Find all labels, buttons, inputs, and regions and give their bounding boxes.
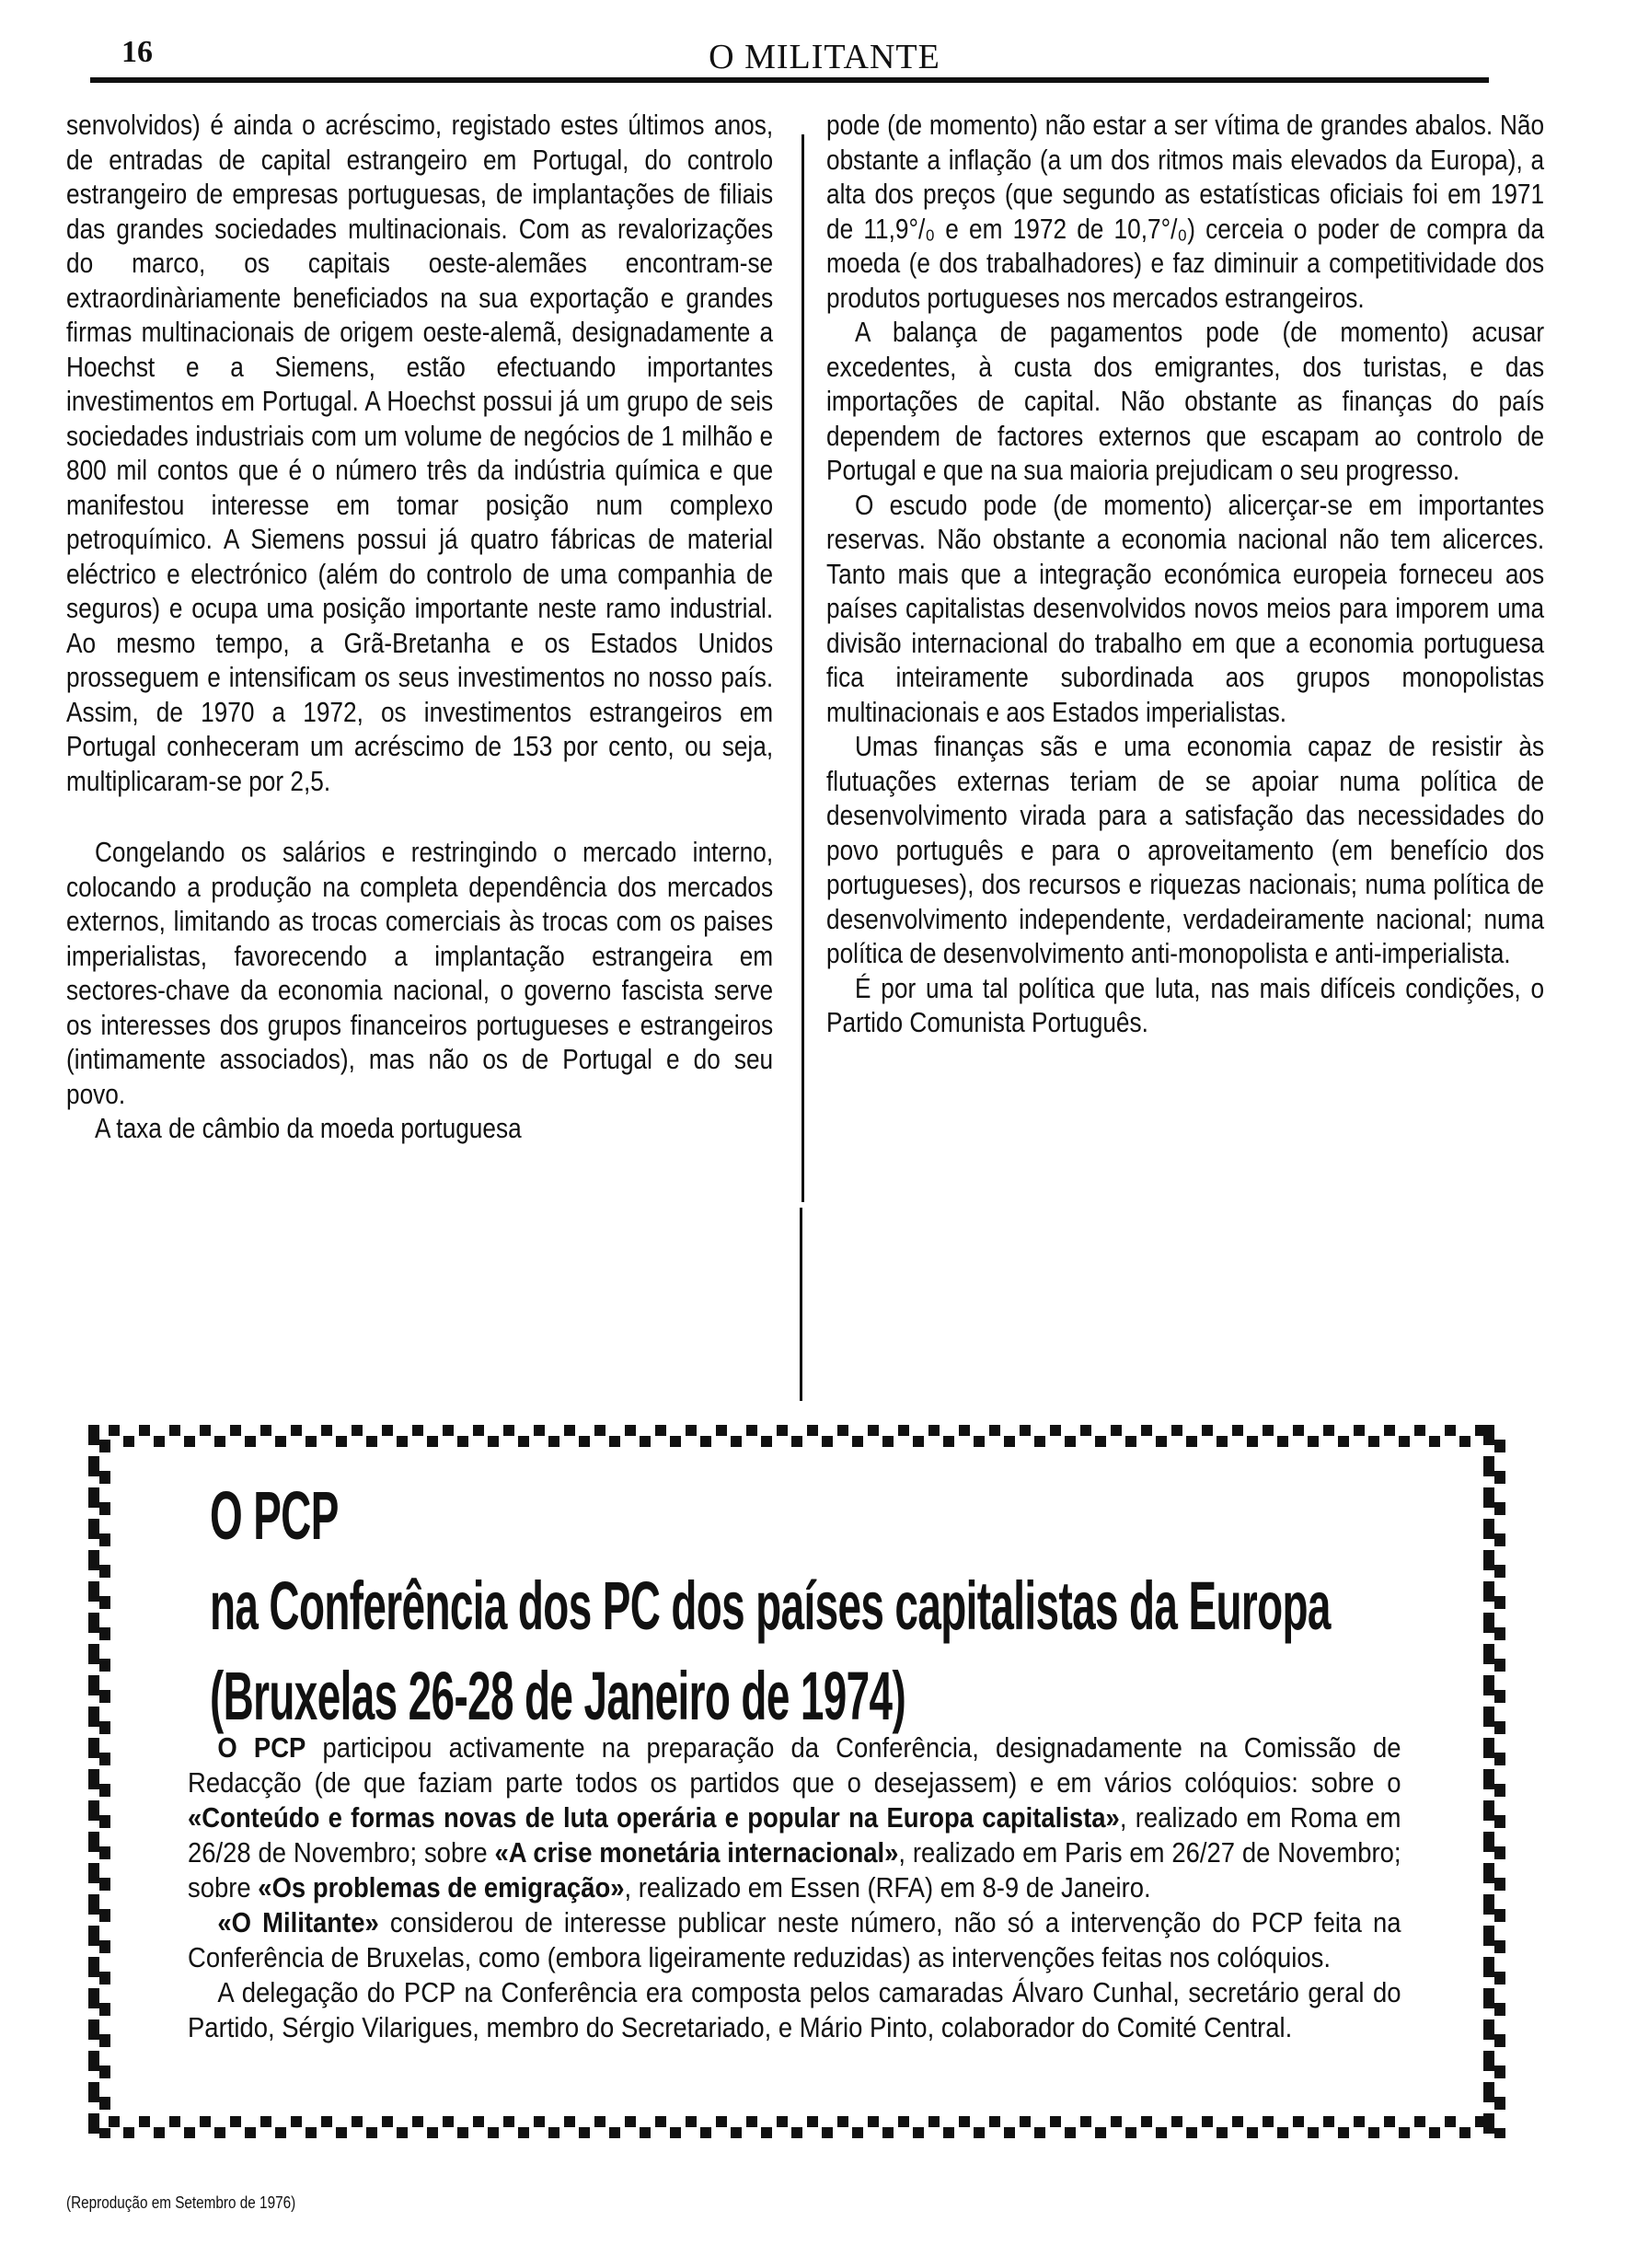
page-number: 16: [121, 35, 153, 69]
header-rule: [90, 77, 1489, 83]
headline-line: (Bruxelas 26-28 de Janeiro de 1974): [210, 1658, 906, 1734]
headline-line: na Conferência dos PC dos países capitalistas da Europa: [210, 1568, 1331, 1644]
left-column: [66, 109, 775, 1147]
colloquium-title: «A crise monetária internacional»: [494, 1837, 899, 1869]
text: participou activamente na preparação da Conferência, designadamente na Comissão de Redacção (de que faziam parte todos os partidos que o desejassem) e em vários colóquios: sobre o: [188, 1732, 1401, 1799]
paragraph: pode (de momento) não estar a ser vítima de grandes abalos. Não obstante a inflação (a um dos ritmos mais elevados da Europa), a alta dos preços (que segundo as estatísticas oficiais foi em 1971 de 11,9°/₀ e em 1972 de 10,7°/₀) cerceia o poder de compra da moeda (e dos trabalhadores) e faz diminuir a competitividade dos produtos portugueses nos mercados estrangeiros.: [826, 110, 1545, 314]
column-divider: [800, 1208, 802, 1401]
box-headline: [210, 1471, 1331, 1742]
paragraph: A taxa de câmbio da moeda portuguesa: [94, 1113, 522, 1144]
pcp-conference-box: [88, 1425, 1505, 2138]
paragraph: Congelando os salários e restringindo o mercado interno, colocando a produção na completa dependência dos mercados externos, limitando as trocas comerciais às trocas com os paises imperialistas, favorecendo a implantação estrangeira em sectores-chave da economia nacional, o governo fascista serve os interesses dos grupos financeiros portugueses e estrangeiros (intimamente associados), mas não os de Portugal e do seu povo.: [66, 837, 774, 1110]
checkered-border-left: [88, 1425, 110, 2138]
colloquium-title: «Os problemas de emigração»: [258, 1872, 625, 1904]
checkered-border-top: [109, 1425, 1485, 1447]
paragraph: O escudo pode (de momento) alicerçar-se em importantes reservas. Não obstante a economia nacional não tem alicerces. Tanto mais que a integração económica europeia forneceu aos países capitalistas desenvolvidos novos meios para imporem uma divisão internacional do trabalho em que a economia portuguesa fica inteiramente subordinada aos grupos monopolistas multinacionais e aos Estados imperialistas.: [826, 489, 1545, 728]
text: , realizado em Roma em 26/28 de Novembro; sobre: [188, 1802, 1401, 1869]
checkered-border-right: [1483, 1425, 1505, 2138]
publication-title: O MILITANTE: [709, 38, 940, 76]
box-body: [188, 1730, 1401, 2045]
paragraph-gap: [66, 799, 773, 836]
paragraph: senvolvidos) é ainda o acréscimo, registado estes últimos anos, de entradas de capital estrangeiro em Portugal, do controlo estrangeiro de empresas portuguesas, de implantações de filiais das grandes sociedades multinacionais. Com as revalorizações do marco, os capitais oeste-alemães encontram-se extraordinàriamente beneficiados na sua exportação e grandes firmas multinacionais de origem oeste-alemã, designadamente a Hoechst e a Siemens, estão efectuando importantes investimentos em Portugal. A Hoechst possui já um grupo de seis sociedades industriais com um volume de negócios de 1 milhão e 800 mil contos que é o número três da indústria química e que manifestou interesse em tomar posição num complexo petroquímico. A Siemens possui já quatro fábricas de material eléctrico e electrónico (além do controlo de uma companhia de seguros) e ocupa uma posição importante neste ramo industrial. Ao mesmo tempo, a Grã-Bretanha e os Estados Unidos prosseguem e intensificam os seus investimentos no nosso país. Assim, de 1970 a 1972, os investimentos estrangeiros em Portugal conheceram um acréscimo de 153 por cento, ou seja, multiplicaram-se por 2,5.: [66, 110, 774, 797]
paragraph: [188, 1730, 1401, 1905]
paragraph: É por uma tal política que luta, nas mais difíceis condições, o Partido Comunista Português.: [826, 972, 1545, 1038]
text: , realizado em Paris em 26/27 de Novembro; sobre: [188, 1837, 1401, 1904]
bold-lead: O PCP: [217, 1732, 306, 1764]
right-column: [826, 109, 1546, 1041]
paragraph: [188, 1905, 1401, 1975]
text: , realizado em Essen (RFA) em 8-9 de Janeiro.: [624, 1872, 1151, 1904]
reproduction-caption: (Reprodução em Setembro de 1976): [66, 2193, 296, 2212]
headline-line: O PCP: [210, 1477, 339, 1554]
checkered-border-bottom: [109, 2116, 1485, 2138]
paragraph: Umas finanças sãs e uma economia capaz de resistir às flutuações externas teriam de se apoiar numa política de desenvolvimento virada para a satisfação das necessidades do povo português e para o aproveitamento (em benefício dos portugueses), dos recursos e riquezas nacionais; numa política de desenvolvimento independente, verdadeiramente nacional; numa política de desenvolvimento anti-monopolista e anti-imperialista.: [826, 731, 1545, 969]
paragraph: A balança de pagamentos pode (de momento) acusar excedentes, à custa dos emigrantes, dos turistas, e das importações de capital. Não obstante as finanças do país dependem de factores externos que escapam ao controlo de Portugal e que na sua maioria prejudicam o seu progresso.: [826, 317, 1545, 486]
colloquium-title: «Conteúdo e formas novas de luta operária e popular na Europa capitalista»: [188, 1802, 1120, 1834]
bold-lead: «O Militante»: [217, 1907, 379, 1938]
paragraph: A delegação do PCP na Conferência era composta pelos camaradas Álvaro Cunhal, secretário geral do Partido, Sérgio Vilarigues, membro do Secretariado, e Mário Pinto, colaborador do Comité Central.: [188, 1977, 1401, 2043]
text: considerou de interesse publicar neste número, não só a intervenção do PCP feita na Conferência de Bruxelas, como (embora ligeiramente reduzidas) as intervenções feitas nos colóquios.: [188, 1907, 1401, 1973]
column-divider: [801, 134, 804, 1202]
